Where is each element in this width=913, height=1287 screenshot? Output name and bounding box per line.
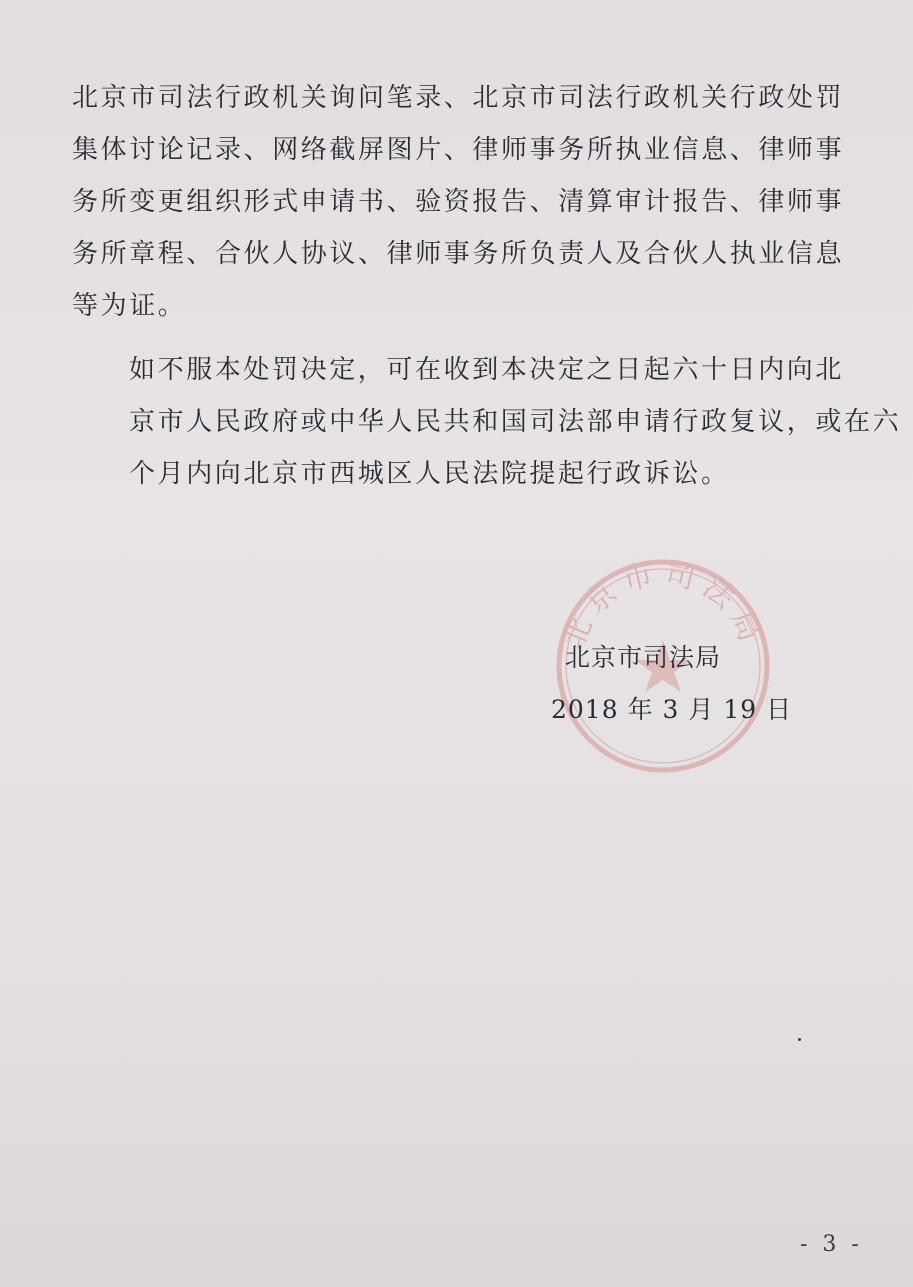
issuing-organization: 北京市司法局 [565, 643, 722, 672]
text-line: 京市人民政府或中华人民共和国司法部申请行政复议，或在六 [129, 407, 902, 437]
text-line: 如不服本处罚决定，可在收到本决定之日起六十日内向北 [129, 355, 845, 385]
document-body [72, 72, 902, 500]
text-line: 北京市司法行政机关询问笔录、北京市司法行政机关行政处罚 [72, 83, 845, 113]
evidence-paragraph [72, 72, 872, 332]
signature-block [551, 632, 792, 736]
page-number: - 3 - [800, 1232, 863, 1257]
text-line: 务所章程、合伙人协议、律师事务所负责人及合伙人执业信息 [72, 239, 845, 269]
issue-date: 2018 年 3 月 19 日 [551, 695, 793, 724]
text-line: 集体讨论记录、网络截屏图片、律师事务所执业信息、律师事 [72, 135, 845, 165]
seal-text: 北京市司法局 [555, 556, 771, 654]
appeal-paragraph [72, 344, 902, 500]
text-line: 等为证。 [72, 291, 187, 321]
paper-speck [798, 1038, 801, 1041]
text-line: 个月内向北京市西城区人民法院提起行政诉讼。 [129, 459, 730, 489]
text-line: 务所变更组织形式申请书、验资报告、清算审计报告、律师事 [72, 187, 845, 217]
